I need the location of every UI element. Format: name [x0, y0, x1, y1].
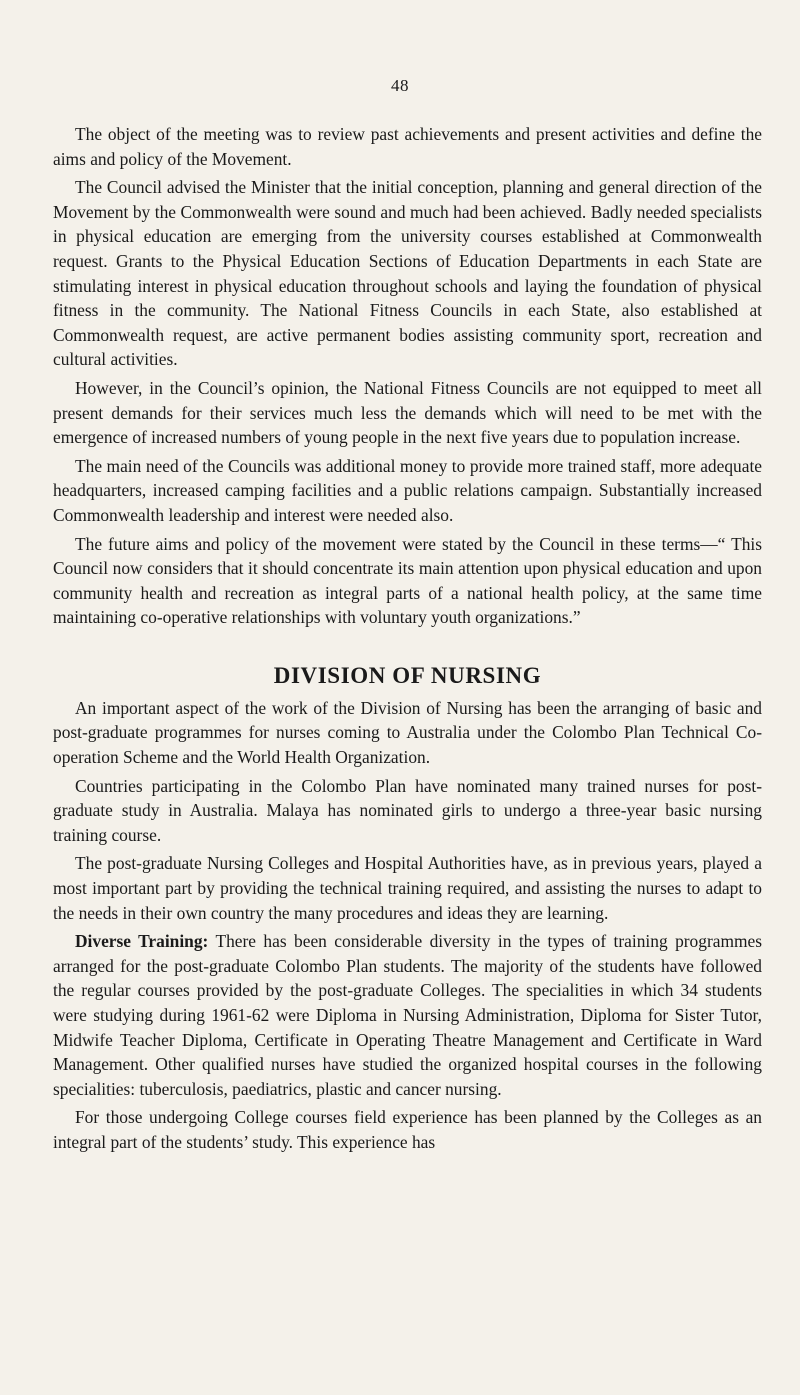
paragraph-field-experience: For those undergoing College courses field experience has been planned by the Colleges as an integral part of the students’ study. This experience has	[53, 1107, 762, 1152]
page-number: 48	[391, 76, 409, 95]
section-heading-nursing: DIVISION OF NURSING	[273, 662, 542, 688]
paragraph-meeting-object: The object of the meeting was to review past achievements and present activities and define the aims and policy of the Movement.	[53, 124, 762, 169]
diverse-training-text: There has been considerable diversity in the types of training programmes arranged for the post-graduate Colombo Plan students. The majority of the students have followed the regular courses provided by the post-graduate Colleges. The specialities in which 34 students were studying during 1961-62 were Diploma in Nursing Administration, Diploma for Sister Tutor, Midwife Teacher Diploma, Certificate in Operating Theatre Management and Certificate in Ward Management. Other qualified nurses have studied the organized hospital courses in the following specialities: tuberculosis, paediatrics, plastic and cancer nursing.	[53, 931, 762, 1099]
paragraph-nursing-aspect: An important aspect of the work of the Division of Nursing has been the arranging of basic and post-graduate programmes for nurses coming to Australia under the Colombo Plan Technical Co-operation Scheme and the World Health Organization.	[53, 697, 762, 768]
run-in-heading-diverse-training: Diverse Training:	[75, 931, 209, 952]
paragraph-nursing-colleges: The post-graduate Nursing Colleges and Hospital Authorities have, as in previous years, played a most important part by providing the technical training required, and assisting the nurses to adapt to the needs in their own country the many procedures and ideas they are learning.	[53, 853, 762, 923]
body-text	[53, 122, 762, 1159]
paragraph-colombo-countries: Countries participating in the Colombo Plan have nominated many trained nurses for post-graduate study in Australia. Malaya has nominated girls to undergo a three-year basic nursing training course.	[53, 775, 762, 845]
paragraph-future-aims: The future aims and policy of the movement were stated by the Council in these terms—“ This Council now considers that it should concentrate its main attention upon physical education and upon community health and recreation as integral parts of a national health policy, at the same time maintaining co-operative relationships with voluntary youth organizations.”	[53, 533, 762, 628]
paragraph-diverse-training	[53, 929, 762, 1101]
paragraph-council-opinion: However, in the Council’s opinion, the National Fitness Councils are not equipped to meet all present demands for their services much less the demands which will need to be met with the emergence of increased numbers of young people in the next five years due to population increase.	[53, 377, 762, 448]
paragraph-main-need: The main need of the Councils was additional money to provide more trained staff, more adequate headquarters, increased camping facilities and a public relations campaign. Substantially increased Commonwealth leadership and interest were needed also.	[53, 455, 762, 525]
paragraph-council-advice: The Council advised the Minister that the initial conception, planning and general direction of the Movement by the Commonwealth were sound and much had been achieved. Badly needed specialists in physical education are emerging from the university courses established at Commonwealth request. Grants to the Physical Education Sections of Education Departments in each State are stimulating interest in physical education throughout schools and laying the foundation of physical fitness in the community. The National Fitness Councils in each State, also established at Commonwealth request, are active permanent bodies assisting community sport, recreation and cultural activities.	[53, 177, 762, 370]
